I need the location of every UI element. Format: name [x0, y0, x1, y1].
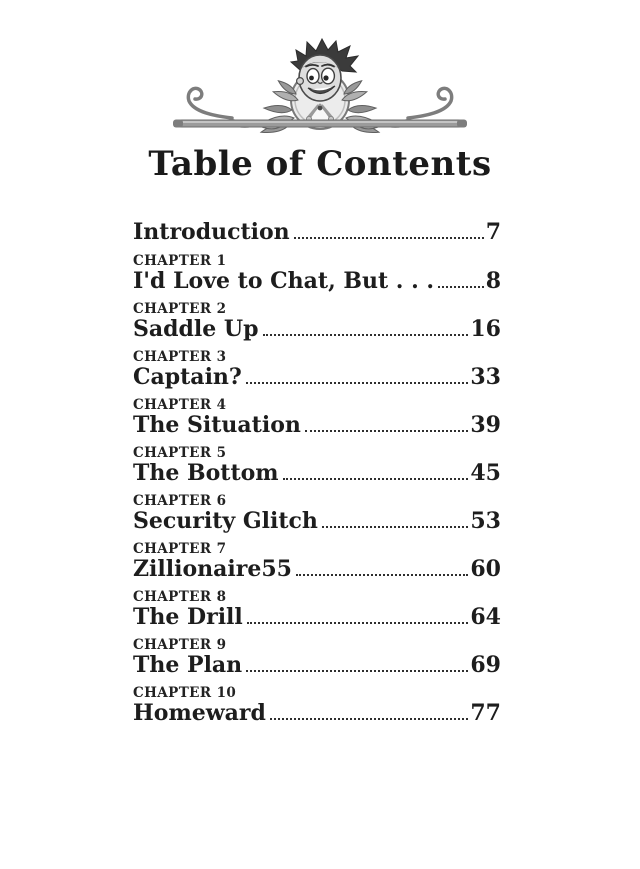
toc-row: [133, 269, 501, 293]
toc-entry: [133, 398, 501, 437]
chapter-title: Introduction: [133, 219, 290, 245]
chapter-title: Zillionaire55: [133, 556, 292, 582]
dot-leader: [270, 718, 468, 720]
toc-row: [133, 365, 501, 389]
chapter-label: CHAPTER 4: [133, 397, 227, 413]
dot-leader: [246, 382, 469, 384]
toc-row: [133, 317, 501, 341]
dot-leader: [283, 478, 469, 480]
chapter-label: CHAPTER 1: [133, 253, 227, 269]
page-number: 33: [470, 364, 501, 390]
page-number: 69: [470, 652, 501, 678]
page-number: 7: [485, 219, 501, 245]
chapter-title: The Drill: [133, 604, 243, 630]
page-number: 77: [470, 700, 501, 726]
banner-rod: [173, 120, 467, 128]
dot-leader: [296, 574, 468, 576]
toc-entry: [133, 302, 501, 341]
page-title: Table of Contents: [148, 144, 492, 184]
page-number: 8: [485, 268, 501, 294]
chapter-label: CHAPTER 3: [133, 349, 227, 365]
chapter-title: Security Glitch: [133, 508, 318, 534]
page-number: 39: [470, 412, 501, 438]
toc-entry: [133, 638, 501, 677]
toc-entry: [133, 446, 501, 485]
chapter-title: I'd Love to Chat, But . . .: [133, 268, 435, 294]
page-number: 16: [470, 316, 501, 342]
chapter-label: CHAPTER 7: [133, 541, 227, 557]
chapter-label: CHAPTER 10: [133, 685, 237, 701]
toc-entry: [133, 220, 501, 244]
chapter-label: CHAPTER 8: [133, 589, 227, 605]
toc-row: [133, 461, 501, 485]
header-illustration: [170, 38, 470, 142]
toc-row: [133, 509, 501, 533]
chapter-title: The Situation: [133, 412, 301, 438]
toc-entry: [133, 350, 501, 389]
toc-row: [133, 413, 501, 437]
page-number: 60: [470, 556, 501, 582]
page-number: 64: [470, 604, 501, 630]
chapter-label: CHAPTER 2: [133, 301, 227, 317]
dot-leader: [247, 622, 469, 624]
dot-leader: [246, 670, 468, 672]
chapter-title: The Bottom: [133, 460, 279, 486]
chapter-title: The Plan: [133, 652, 243, 678]
table-of-contents: [133, 220, 501, 725]
toc-row: [133, 220, 501, 244]
chapter-title: Captain?: [133, 364, 242, 390]
toc-entry: [133, 494, 501, 533]
page-number: 53: [470, 508, 501, 534]
toc-row: [133, 653, 501, 677]
chapter-label: CHAPTER 6: [133, 493, 227, 509]
chapter-title: Saddle Up: [133, 316, 259, 342]
toc-row: [133, 605, 501, 629]
toc-entry: [133, 542, 501, 581]
toc-entry: [133, 590, 501, 629]
dot-leader: [294, 237, 484, 239]
book-page: [0, 38, 640, 869]
toc-row: [133, 557, 501, 581]
dot-leader: [305, 430, 469, 432]
chapter-label: CHAPTER 5: [133, 445, 227, 461]
chapter-title: Homeward: [133, 700, 266, 726]
chapter-label: CHAPTER 9: [133, 637, 227, 653]
toc-row: [133, 701, 501, 725]
scroll-right-icon: [408, 88, 452, 118]
toc-entry: [133, 686, 501, 725]
toc-entry: [133, 254, 501, 293]
scroll-left-icon: [188, 88, 232, 118]
dot-leader: [263, 334, 469, 336]
dot-leader: [438, 286, 484, 288]
page-number: 45: [470, 460, 501, 486]
dot-leader: [322, 526, 468, 528]
